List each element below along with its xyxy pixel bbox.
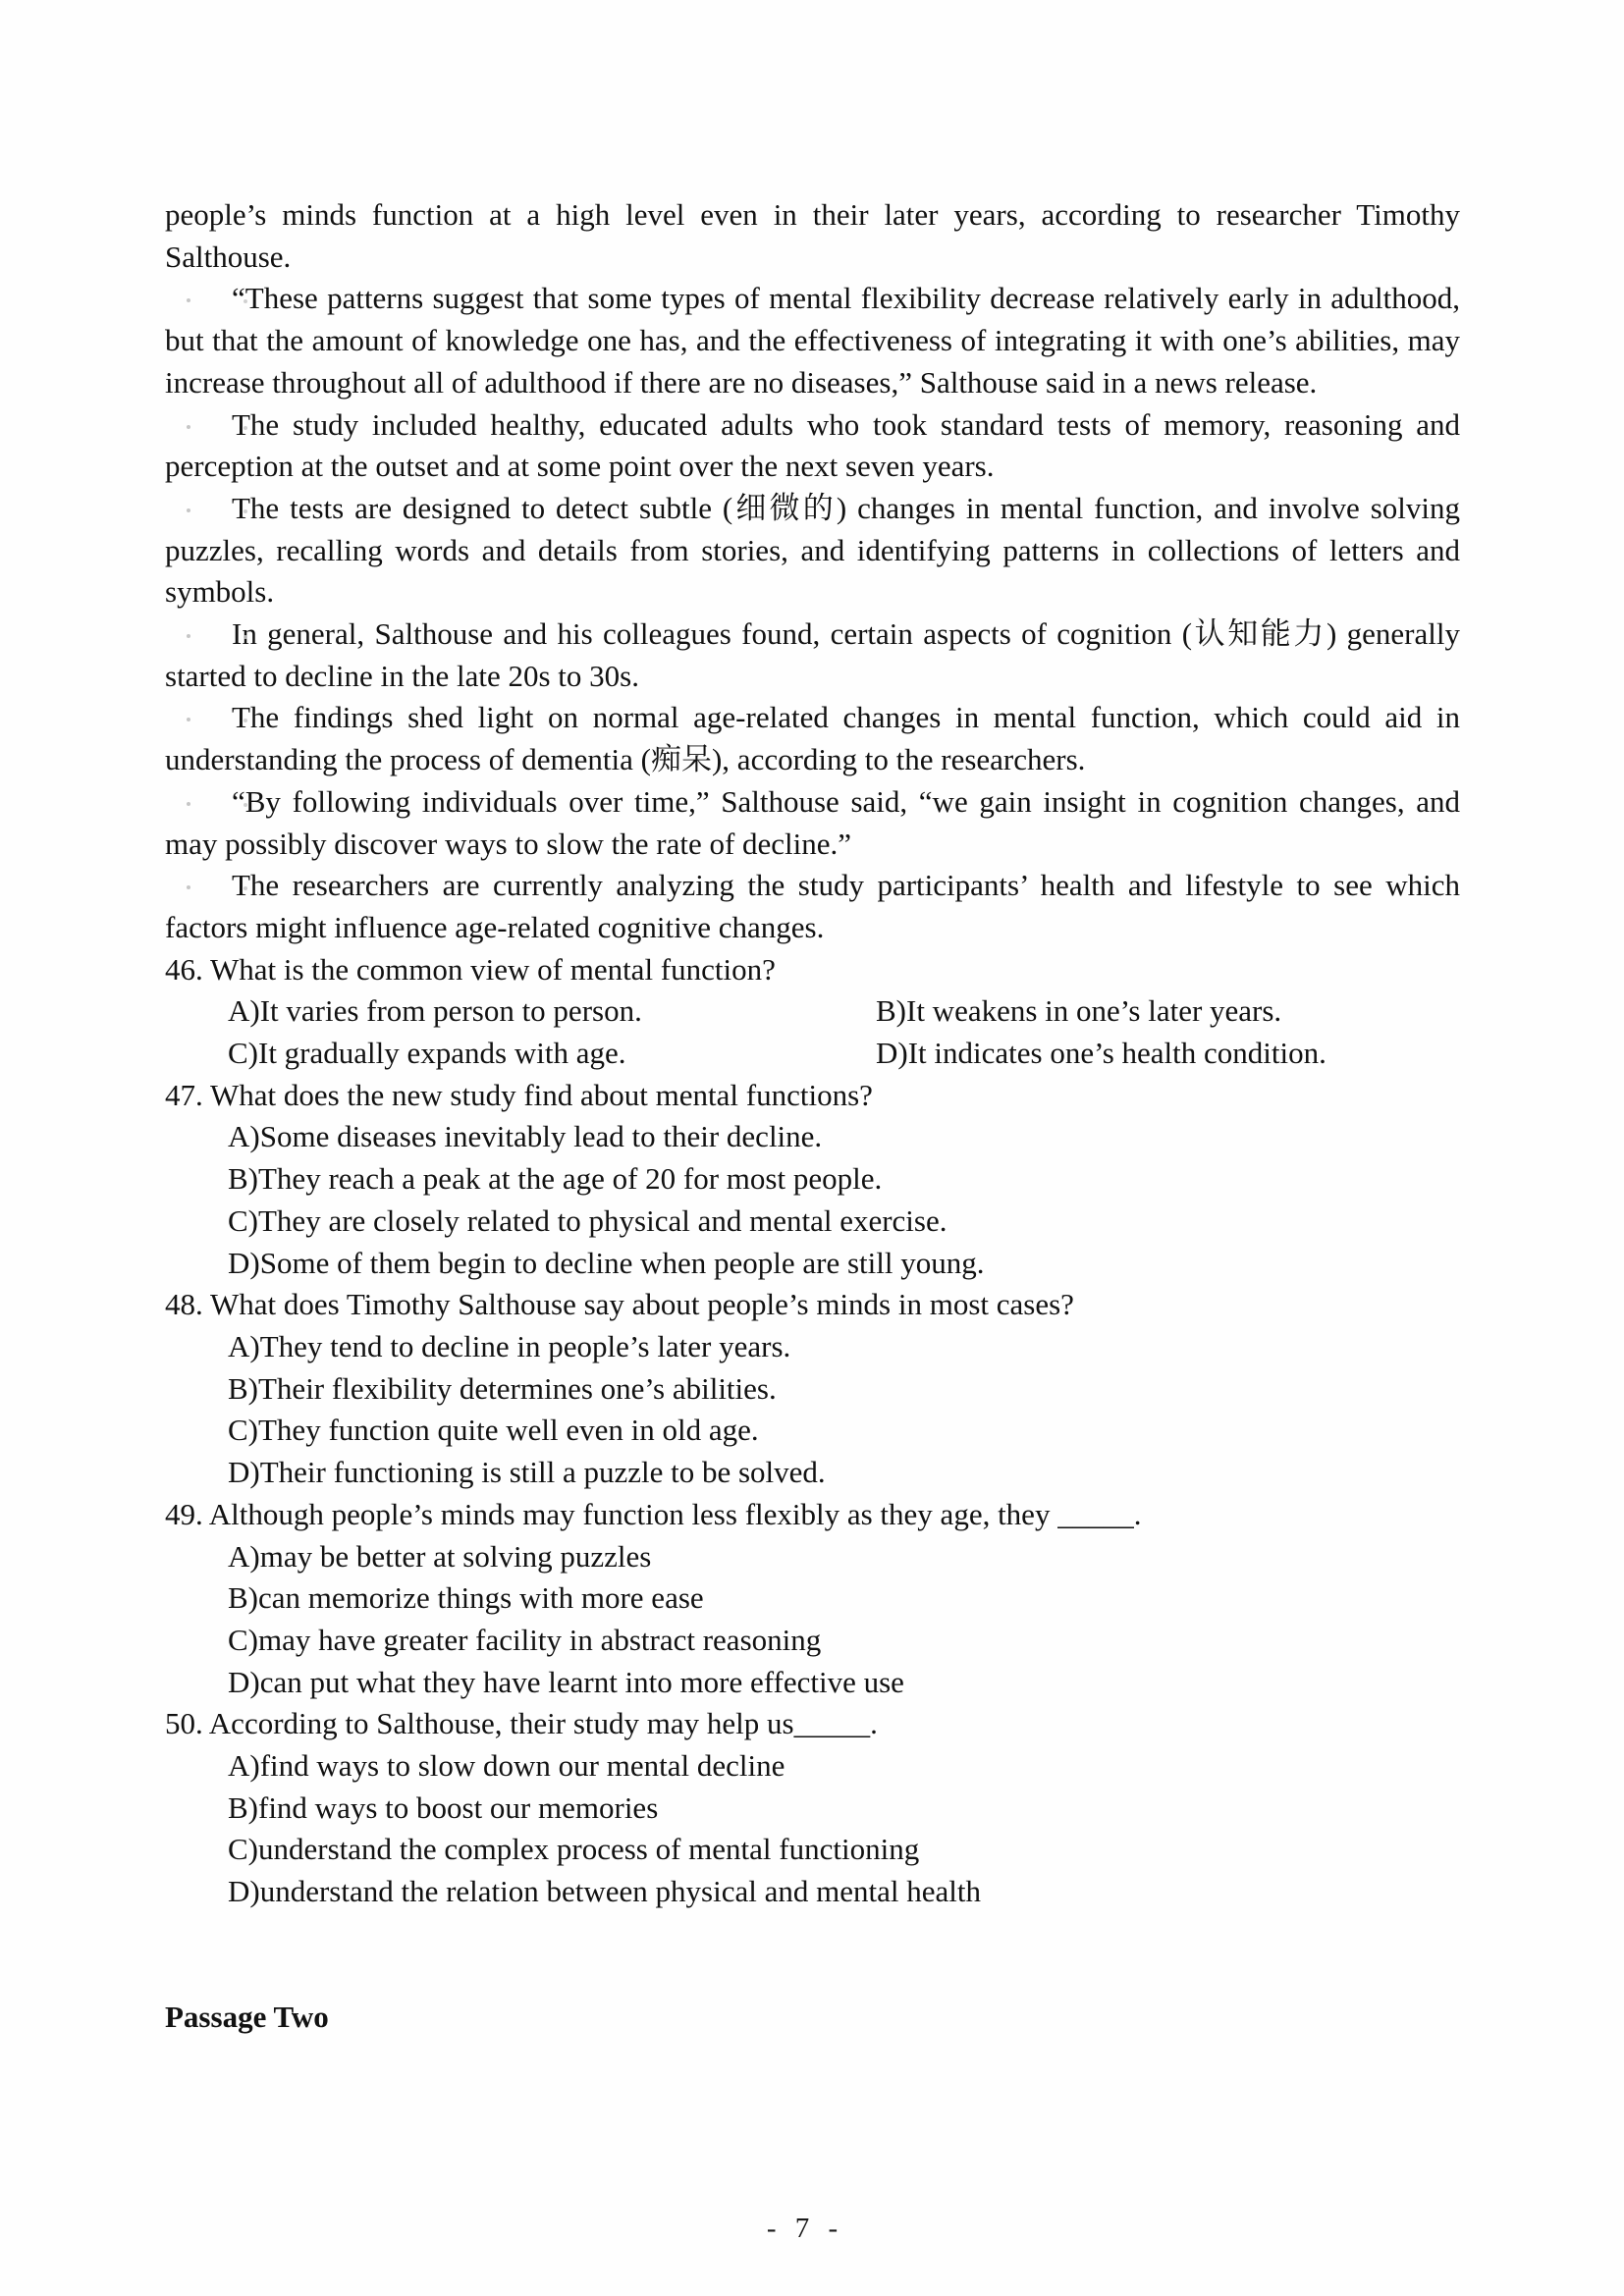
option-c: C)They are closely related to physical and mental exercise.	[228, 1202, 947, 1238]
passage-paragraph: The findings shed light on normal age-related changes in mental function, which could aid in understanding the process of dementia (痴呆), according to the researchers.	[165, 697, 1460, 780]
question-number: 46.	[165, 951, 203, 987]
question-options	[165, 990, 1460, 1074]
question-options	[165, 1536, 1460, 1704]
question-47	[165, 1075, 1460, 1285]
passage-paragraph: The researchers are currently analyzing the study participants’ health and lifestyle to see which factors might influence age-related cognitive changes.	[165, 865, 1460, 948]
option-d: D)understand the relation between physical and mental health	[228, 1874, 981, 1909]
question-49	[165, 1494, 1460, 1704]
question-text: What does the new study find about mental functions?	[209, 1077, 873, 1112]
question-text: What does Timothy Salthouse say about people’s minds in most cases?	[209, 1287, 1074, 1322]
option-b: B)find ways to boost our memories	[228, 1789, 659, 1825]
passage-and-questions	[165, 194, 1460, 2039]
option-c: C)understand the complex process of mental functioning	[228, 1832, 920, 1867]
passage-paragraph-continuation: people’s minds function at a high level even in their later years, according to researcher Timothy Salthouse.	[165, 197, 1460, 274]
question-number: 49.	[165, 1496, 203, 1531]
option-d: D)It indicates one’s health condition.	[876, 1036, 1326, 1071]
question-text: What is the common view of mental function?	[209, 951, 776, 987]
question-stem	[165, 949, 1460, 991]
passage-paragraph: “These patterns suggest that some types of mental flexibility decrease relatively early in adulthood, but that the amount of knowledge one has, and the effectiveness of integrating it with one’s abilities, may increase throughout all of adulthood if there are no diseases,” Salthouse said in a news release.	[165, 278, 1460, 403]
option-b: B)can memorize things with more ease	[228, 1580, 704, 1616]
question-text: Although people’s minds may function less flexibly as they age, they _____.	[208, 1496, 1142, 1531]
option-b: B)They reach a peak at the age of 20 for most people.	[228, 1161, 883, 1197]
question-46	[165, 949, 1460, 1075]
question-text: According to Salthouse, their study may help us_____.	[208, 1706, 878, 1741]
question-50	[165, 1703, 1460, 1913]
question-options	[165, 1326, 1460, 1494]
option-d: D)Some of them begin to decline when people are still young.	[228, 1245, 985, 1280]
option-d: D)Their functioning is still a puzzle to be solved.	[228, 1455, 826, 1490]
question-options	[165, 1745, 1460, 1913]
question-stem	[165, 1075, 1460, 1117]
question-number: 48.	[165, 1287, 203, 1322]
passage-paragraph: In general, Salthouse and his colleagues found, certain aspects of cognition (认知能力) generally started to decline in the late 20s to 30s.	[165, 614, 1460, 697]
question-number: 47.	[165, 1077, 203, 1112]
option-b: B)It weakens in one’s later years.	[876, 993, 1282, 1029]
option-a: A)may be better at solving puzzles	[228, 1538, 652, 1574]
passage-paragraph: “By following individuals over time,” Salthouse said, “we gain insight in cognition changes, and may possibly discover ways to slow the rate of decline.”	[165, 781, 1460, 865]
passage-paragraph: The study included healthy, educated adults who took standard tests of memory, reasoning and perception at the outset and at some point over the next seven years.	[165, 404, 1460, 488]
option-c: C)may have greater facility in abstract reasoning	[228, 1622, 822, 1657]
option-d: D)can put what they have learnt into more effective use	[228, 1664, 904, 1699]
question-stem	[165, 1494, 1460, 1536]
question-48	[165, 1284, 1460, 1494]
question-options	[165, 1116, 1460, 1284]
option-c: C)They function quite well even in old age.	[228, 1413, 759, 1448]
passage-two-heading: Passage Two	[165, 1999, 329, 2034]
option-a: A)They tend to decline in people’s later years.	[228, 1328, 791, 1363]
question-stem	[165, 1284, 1460, 1326]
option-a: A)It varies from person to person.	[228, 993, 642, 1029]
page-number: - 7 -	[766, 2213, 844, 2244]
option-b: B)Their flexibility determines one’s abilities.	[228, 1370, 777, 1406]
question-number: 50.	[165, 1706, 203, 1741]
option-a: A)Some diseases inevitably lead to their decline.	[228, 1119, 823, 1154]
question-stem	[165, 1703, 1460, 1745]
option-c: C)It gradually expands with age.	[228, 1036, 626, 1071]
option-a: A)find ways to slow down our mental decline	[228, 1748, 785, 1784]
passage-paragraph: The tests are designed to detect subtle (细微的) changes in mental function, and involve solving puzzles, recalling words and details from stories, and identifying patterns in collections of letters and symbols.	[165, 488, 1460, 614]
